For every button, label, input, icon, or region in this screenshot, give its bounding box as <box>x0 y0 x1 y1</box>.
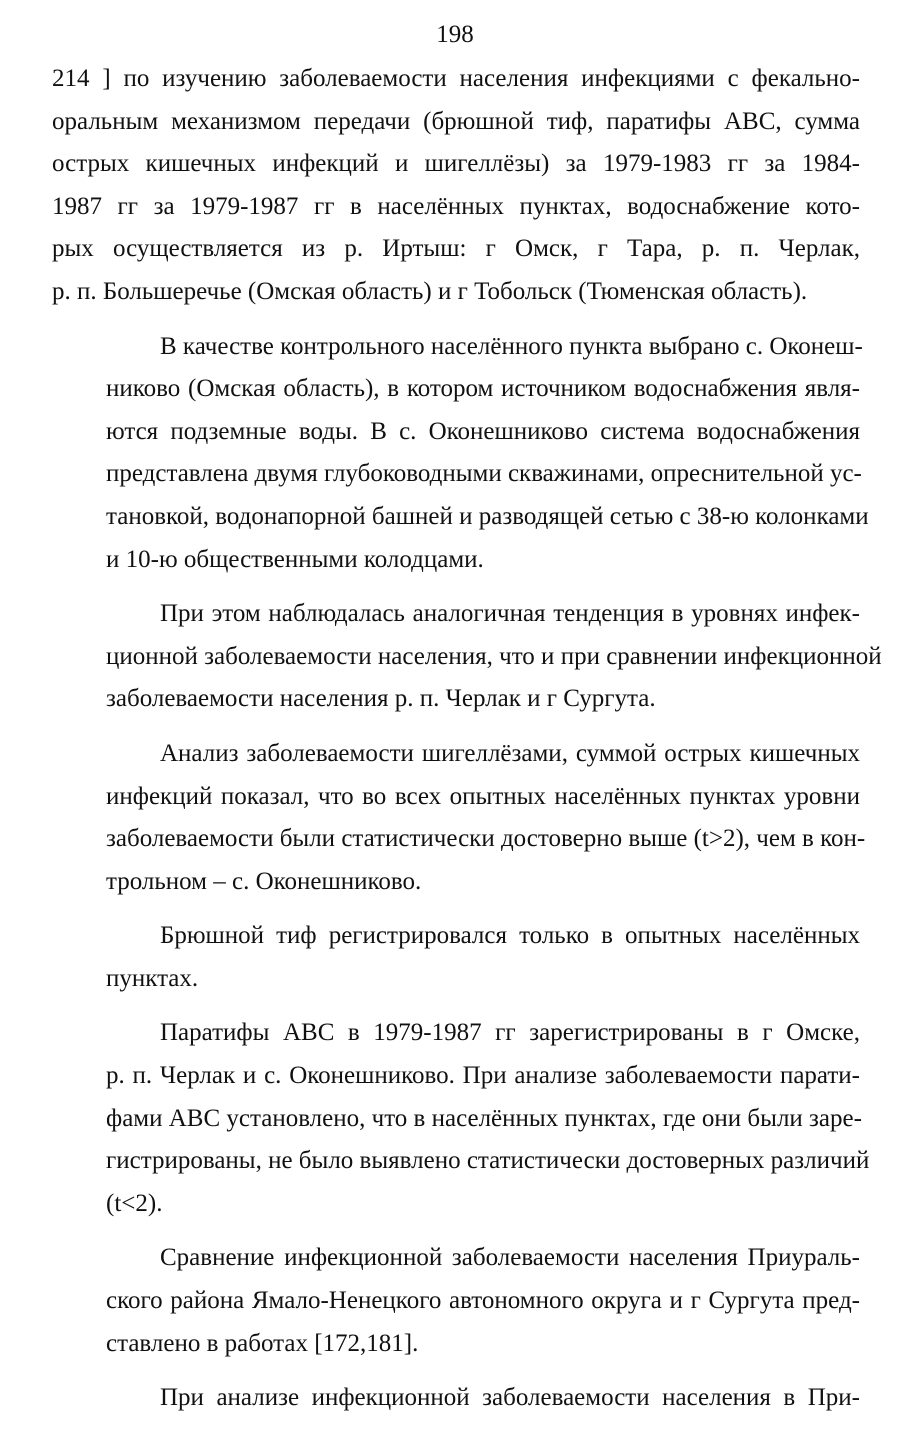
text-line: Брюшной тиф регистрировался только в опытных населённых <box>160 922 860 950</box>
text-line: ются подземные воды. В с. Оконешниково система водоснабжения <box>106 417 860 445</box>
text-line: рых осуществляется из р. Иртыш: г Омск, г Тара, р. п. Черлак, <box>52 235 860 263</box>
paragraph <box>52 1012 870 1225</box>
page-number: 198 <box>436 21 474 48</box>
text-line: При анализе инфекционной заболеваемости населения в При- <box>160 1384 860 1412</box>
text-line: инфекций показал, что во всех опытных населённых пунктах уровни <box>106 782 860 810</box>
paragraph <box>52 1377 860 1420</box>
text-line: 1987 гг за 1979-1987 гг в населённых пунктах, водоснабжение кото- <box>52 192 860 220</box>
text-line: В качестве контрольного населённого пункта выбрано с. Оконеш- <box>160 332 863 360</box>
body-text <box>52 58 882 1420</box>
text-line: ского района Ямало-Ненецкого автономного округа и г Сургута пред- <box>106 1287 860 1315</box>
paragraph <box>52 593 882 721</box>
text-line: р. п. Черлак и с. Оконешниково. При анализе заболеваемости парати- <box>106 1062 860 1090</box>
paragraph <box>52 1237 860 1365</box>
text-line: представлена двумя глубоководными скважинами, опреснительной ус- <box>106 460 862 488</box>
text-line: ставлено в работах [172,181]. <box>106 1329 419 1357</box>
text-line: Паратифы ABC в 1979-1987 гг зарегистрированы в г Омске, <box>160 1019 860 1047</box>
text-line: гистрированы, не было выявлено статистически достоверных различий <box>106 1147 870 1175</box>
text-line: трольном – с. Оконешниково. <box>106 867 422 895</box>
text-line: тановкой, водонапорной башней и разводящей сетью с 38-ю колонками <box>106 502 869 530</box>
text-line: пунктах. <box>106 964 199 992</box>
paragraph <box>52 58 860 314</box>
text-line: При этом наблюдалась аналогичная тенденция в уровнях инфек- <box>160 600 860 628</box>
text-line: и 10-ю общественными колодцами. <box>106 545 484 573</box>
text-line: фами ABC установлено, что в населённых пунктах, где они были заре- <box>106 1104 862 1132</box>
text-line: острых кишечных инфекций и шигеллёзы) за 1979-1983 гг за 1984- <box>52 150 860 178</box>
paragraph <box>52 733 866 903</box>
text-line: 214 ] по изучению заболеваемости населения инфекциями с фекально- <box>52 65 860 92</box>
paragraph <box>52 326 869 582</box>
text-line: никово (Омская область), в котором источником водоснабжения явля- <box>106 375 860 403</box>
paragraph <box>52 915 860 1000</box>
text-line: Сравнение инфекционной заболеваемости населения Приураль- <box>160 1244 860 1272</box>
text-line: Анализ заболеваемости шигеллёзами, суммой острых кишечных <box>160 739 860 767</box>
text-line: оральным механизмом передачи (брюшной тиф, паратифы ABC, сумма <box>52 107 860 135</box>
text-line: ционной заболеваемости населения, что и при сравнении инфекционной <box>106 642 882 670</box>
text-line: заболеваемости населения р. п. Черлак и г Сургута. <box>106 685 656 713</box>
text-line: р. п. Большеречье (Омская область) и г Тобольск (Тюменская область). <box>52 277 808 305</box>
text-line: заболеваемости были статистически достоверно выше (t>2), чем в кон- <box>106 825 866 853</box>
text-line: (t<2). <box>106 1189 163 1217</box>
